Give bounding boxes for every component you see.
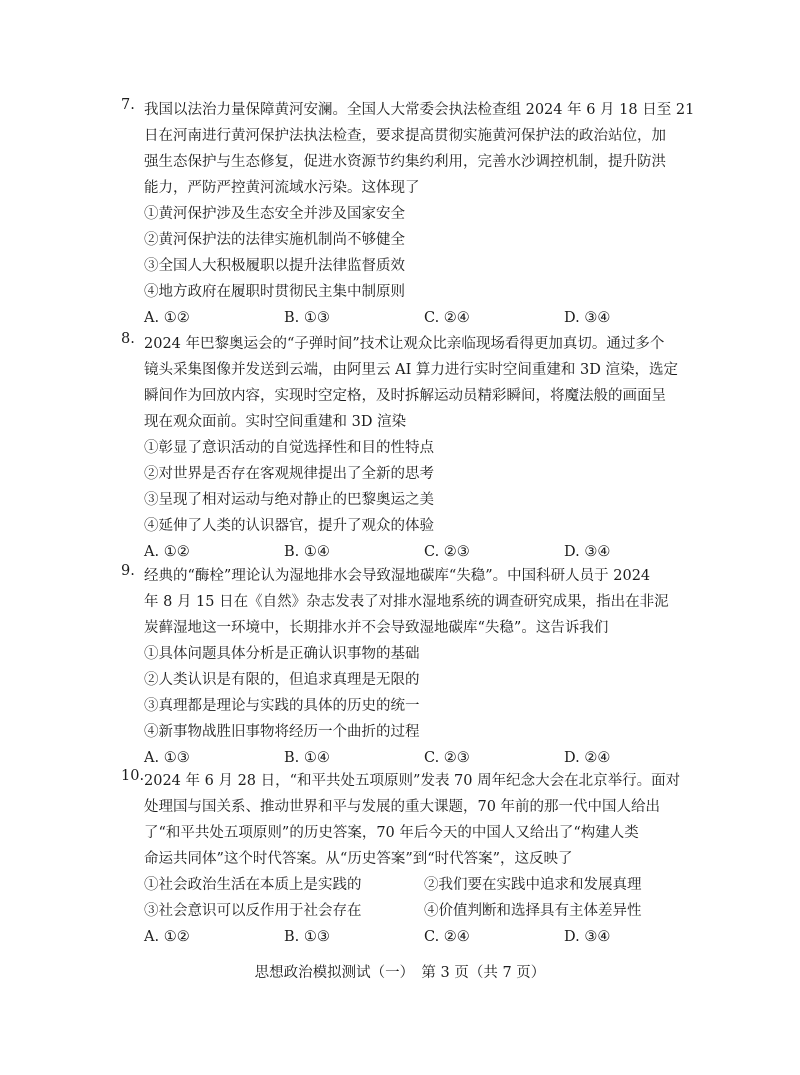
answer-choices	[144, 305, 686, 331]
question-number: 9.	[121, 563, 135, 579]
statement-option: ④价值判断和选择具有主体差异性	[424, 903, 642, 919]
choice-a[interactable]: A. ①②	[144, 929, 190, 945]
statement-option: ①彰显了意识活动的自觉选择性和目的性特点	[144, 440, 434, 456]
question-stem	[144, 768, 686, 950]
page-footer: 思想政治模拟测试（一） 第 3 页（共 7 页）	[254, 965, 546, 981]
stem-line: 我国以法治力量保障黄河安澜。全国人大常委会执法检查组 2024 年 6 月 18 日至 21	[144, 102, 695, 118]
stem-line: 镜头采集图像并发送到云端，由阿里云 AI 算力进行实时空间重建和 3D 渲染，选定	[144, 362, 678, 378]
choice-d[interactable]: D. ②④	[564, 750, 611, 766]
choice-d[interactable]: D. ③④	[564, 544, 611, 560]
choice-a[interactable]: A. ①②	[144, 544, 190, 560]
choice-b[interactable]: B. ①③	[284, 310, 330, 326]
statement-option: ②对世界是否存在客观规律提出了全新的思考	[144, 466, 434, 482]
choice-c[interactable]: C. ②③	[424, 750, 470, 766]
stem-line: 2024 年巴黎奥运会的“子弹时间”技术让观众比亲临现场看得更加真切。通过多个	[144, 336, 665, 352]
choice-c[interactable]: C. ②④	[424, 310, 470, 326]
question-10	[121, 768, 686, 950]
statement-option: ①具体问题具体分析是正确认识事物的基础	[144, 646, 420, 662]
choice-c[interactable]: C. ②③	[424, 544, 470, 560]
answer-choices	[144, 924, 686, 950]
question-stem	[144, 563, 686, 771]
statement-option: ①社会政治生活在本质上是实践的	[144, 877, 362, 893]
choice-a[interactable]: A. ①②	[144, 310, 190, 326]
statement-option: ④新事物战胜旧事物将经历一个曲折的过程	[144, 724, 420, 740]
stem-line: 炭藓湿地这一环境中，长期排水并不会导致湿地碳库“失稳”。这告诉我们	[144, 620, 609, 636]
question-number: 8.	[121, 331, 135, 347]
statement-option: ③社会意识可以反作用于社会存在	[144, 903, 362, 919]
question-8	[121, 331, 686, 565]
choice-d[interactable]: D. ③④	[564, 929, 611, 945]
statement-option: ②我们要在实践中追求和发展真理	[424, 877, 642, 893]
choice-a[interactable]: A. ①③	[144, 750, 190, 766]
statement-option: ④地方政府在履职时贯彻民主集中制原则	[144, 284, 405, 300]
choice-b[interactable]: B. ①④	[284, 544, 330, 560]
statement-option: ③真理都是理论与实践的具体的历史的统一	[144, 698, 420, 714]
question-stem	[144, 97, 695, 331]
statement-option: ②人类认识是有限的，但追求真理是无限的	[144, 672, 420, 688]
choice-d[interactable]: D. ③④	[564, 310, 611, 326]
statement-row	[144, 872, 686, 898]
question-number: 7.	[121, 97, 135, 113]
stem-line: 日在河南进行黄河保护法执法检查，要求提高贯彻实施黄河保护法的政治站位，加	[144, 128, 666, 144]
stem-line: 年 8 月 15 日在《自然》杂志发表了对排水湿地系统的调查研究成果，指出在非泥	[144, 594, 669, 610]
choice-b[interactable]: B. ①④	[284, 750, 330, 766]
stem-line: 现在观众面前。实时空间重建和 3D 渲染	[144, 414, 407, 430]
choice-c[interactable]: C. ②④	[424, 929, 470, 945]
statement-option: ①黄河保护涉及生态安全并涉及国家安全	[144, 206, 405, 222]
stem-line: 命运共同体”这个时代答案。从“历史答案”到“时代答案”，这反映了	[144, 851, 573, 867]
stem-line: 处理国与国关系、推动世界和平与发展的重大课题，70 年前的那一代中国人给出	[144, 799, 661, 815]
statement-option: ③呈现了相对运动与绝对静止的巴黎奥运之美	[144, 492, 434, 508]
question-stem	[144, 331, 686, 565]
stem-line: 能力，严防严控黄河流域水污染。这体现了	[144, 180, 420, 196]
stem-line: 强生态保护与生态修复，促进水资源节约集约利用，完善水沙调控机制，提升防洪	[144, 154, 666, 170]
stem-line: 2024 年 6 月 28 日，“和平共处五项原则”发表 70 周年纪念大会在北京举行。面对	[144, 773, 681, 789]
question-number: 10.	[121, 768, 145, 784]
choice-b[interactable]: B. ①③	[284, 929, 330, 945]
statement-row	[144, 898, 686, 924]
answer-choices	[144, 539, 686, 565]
stem-line: 经典的“酶栓”理论认为湿地排水会导致湿地碳库“失稳”。中国科研人员于 2024	[144, 568, 651, 584]
statement-option: ④延伸了人类的认识器官，提升了观众的体验	[144, 518, 434, 534]
statement-option: ③全国人大积极履职以提升法律监督质效	[144, 258, 405, 274]
statement-option: ②黄河保护法的法律实施机制尚不够健全	[144, 232, 405, 248]
stem-line: 了“和平共处五项原则”的历史答案，70 年后今天的中国人又给出了“构建人类	[144, 825, 639, 841]
question-7	[121, 97, 695, 331]
stem-line: 瞬间作为回放内容，实现时空定格，及时拆解运动员精彩瞬间，将魔法般的画面呈	[144, 388, 666, 404]
question-9	[121, 563, 686, 771]
